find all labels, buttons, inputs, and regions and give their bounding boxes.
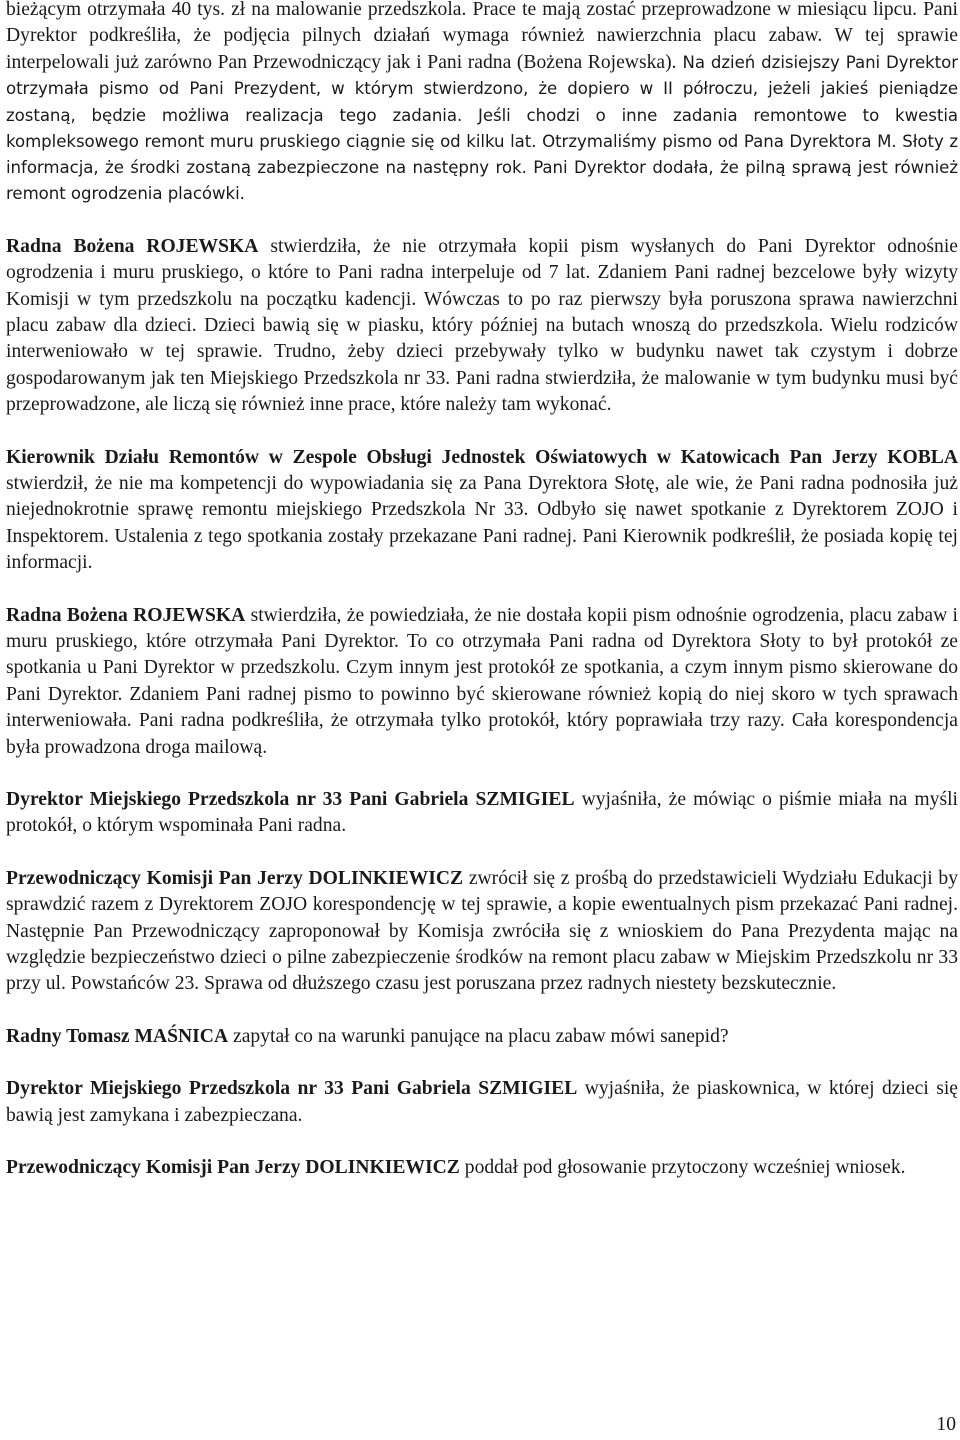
speaker-name: Przewodniczący Komisji Pan Jerzy DOLINKIEWICZ [6, 867, 464, 889]
paragraph-text: stwierdziła, że powiedziała, że nie dostała kopii pism odnośnie ogrodzenia, placu zabaw i muru pruskiego, które otrzymała Pani Dyrektor. To co otrzymała Pani radna od Dyrektora Słoty to był protokół ze spotkania u Pani Dyrektor w przedszkolu. Czym innym jest protokół ze spotkania, a czym innym pismo skierowane do Pani Dyrektor. Zdaniem Pani radnej pismo to powinno być skierowane również kopią do niej skoro w tych sprawach interweniowała. Pani radna podkreśliła, że otrzymała tylko protokół, który poprawiała trzy razy. Cała korespondencja była prowadzona droga mailową. [6, 604, 958, 758]
paragraph-text: wyjaśniła, że mówiąc o piśmie miała na myśli protokół, o którym wspominała Pani radna. [6, 789, 958, 837]
paragraph-dolinkiewicz-2 [6, 1155, 958, 1181]
paragraph-kobla [6, 445, 958, 577]
opening-text-part-2: Na dzień dzisiejszy Pani Dyrektor otrzymała pismo od Pani Prezydent, w którym stwierdzono, że dopiero w II półroczu, jeżeli jakieś pieniądze zostaną, będzie możliwa realizacja tego zadania. [6, 52, 959, 125]
paragraph-text: stwierdziła, że nie otrzymała kopii pism wysłanych do Pani Dyrektor odnośnie ogrodzenia i muru pruskiego, o które to Pani radna interpeluje od 7 lat. Zdaniem Pani radnej bezcelowe były wizyty Komisji w tym przedszkolu na początku kadencji. Wówczas to po raz pierwszy była poruszona sprawa nawierzchni placu zabaw dla dzieci. Dzieci bawią się w piasku, który później na butach wnoszą do przedszkola. Wielu rodziców interweniowało w tej sprawie. Trudno, żeby dzieci przebywały tylko w budynku nawet tak czystym i dobrze gospodarowanym jak ten Miejskiego Przedszkola nr 33. Pani radna stwierdziła, że malowanie w tym budynku musi być przeprowadzone, ale liczą się również inne prace, które należy tam wykonać. [6, 235, 958, 416]
paragraph-text: wyjaśniła, że piaskownica, w której dzieci się bawią jest zamykana i zabezpieczana. [6, 1078, 958, 1126]
paragraph-rojewska-2 [6, 603, 958, 761]
paragraph-masnica [6, 1024, 958, 1050]
paragraph-szmigiel-1 [6, 787, 958, 840]
paragraph-text: stwierdził, że nie ma kompetencji do wypowiadania się za Pana Dyrektora Słotę, ale wie, że Pani radna podnosiła już niejednokrotnie sprawę remontu miejskiego Przedszkola Nr 33. Odbyło się nawet spotkanie z Dyrektorem ZOJO i Inspektorem. Ustalenia z tego spotkania zostały przekazane Pani radnej. Pani Kierownik podkreślił, że posiada kopię tej informacji. [6, 472, 958, 574]
paragraph-rojewska-1 [6, 234, 958, 419]
document-page [6, 0, 958, 1181]
opening-text-part-1: bieżącym otrzymała 40 tys. zł na malowanie przedszkola. Prace te mają zostać przeprowadzone w miesiącu lipcu. Pani Dyrektor podkreśliła, że podjęcia pilnych działań wymaga również nawierzchnia placu zabaw. W tej sprawie interpelowali już zarówno Pan Przewodniczący jak i Pani radna (Bożena Rojewska). [6, 0, 958, 73]
paragraph-text: zwrócił się z prośbą do przedstawicieli Wydziału Edukacji by sprawdzić razem z Dyrektorem ZOJO korespondencję w tej sprawie, a kopie ewentualnych pism przekazać Pani radnej. Następnie Pan Przewodniczący zaproponował by Komisja zwróciła się z wnioskiem do Pana Prezydenta mając na względzie bezpieczeństwo dzieci o pilne zabezpieczenie środków na remont placu zabaw w Miejskim Przedszkolu nr 33 przy ul. Powstańców 23. Sprawa od dłuższego czasu jest poruszana przez radnych niestety bezskutecznie. [6, 867, 958, 995]
speaker-name: Dyrektor Miejskiego Przedszkola nr 33 Pani Gabriela SZMIGIEL [6, 1078, 578, 1100]
speaker-name: Radny Tomasz MAŚNICA [6, 1025, 229, 1047]
speaker-name: Kierownik Działu Remontów w Zespole Obsługi Jednostek Oświatowych w Katowicach Pan Jerzy KOBLA [6, 446, 958, 468]
opening-paragraph [6, 0, 958, 208]
opening-text-part-3: Jeśli chodzi o inne zadania remontowe to kwestia kompleksowego remont muru pruskiego ciągnie się od kilku lat. Otrzymaliśmy pismo od Pana Dyrektora M. Słoty z informacja, że środki zostaną zabezpieczone na następny rok. Pani Dyrektor dodała, że pilną sprawą jest również remont ogrodzenia placówki. [6, 105, 959, 204]
page-number: 10 [936, 1414, 956, 1435]
speaker-name: Przewodniczący Komisji Pan Jerzy DOLINKIEWICZ [6, 1157, 460, 1179]
paragraph-dolinkiewicz-1 [6, 866, 958, 998]
speaker-name: Dyrektor Miejskiego Przedszkola nr 33 Pani Gabriela SZMIGIEL [6, 789, 575, 811]
paragraph-text: zapytał co na warunki panujące na placu zabaw mówi sanepid? [228, 1025, 729, 1047]
paragraph-text: poddał pod głosowanie przytoczony wcześniej wniosek. [459, 1157, 906, 1179]
speaker-name: Radna Bożena ROJEWSKA [6, 604, 246, 626]
paragraph-szmigiel-2 [6, 1076, 958, 1129]
speaker-name: Radna Bożena ROJEWSKA [6, 235, 259, 257]
